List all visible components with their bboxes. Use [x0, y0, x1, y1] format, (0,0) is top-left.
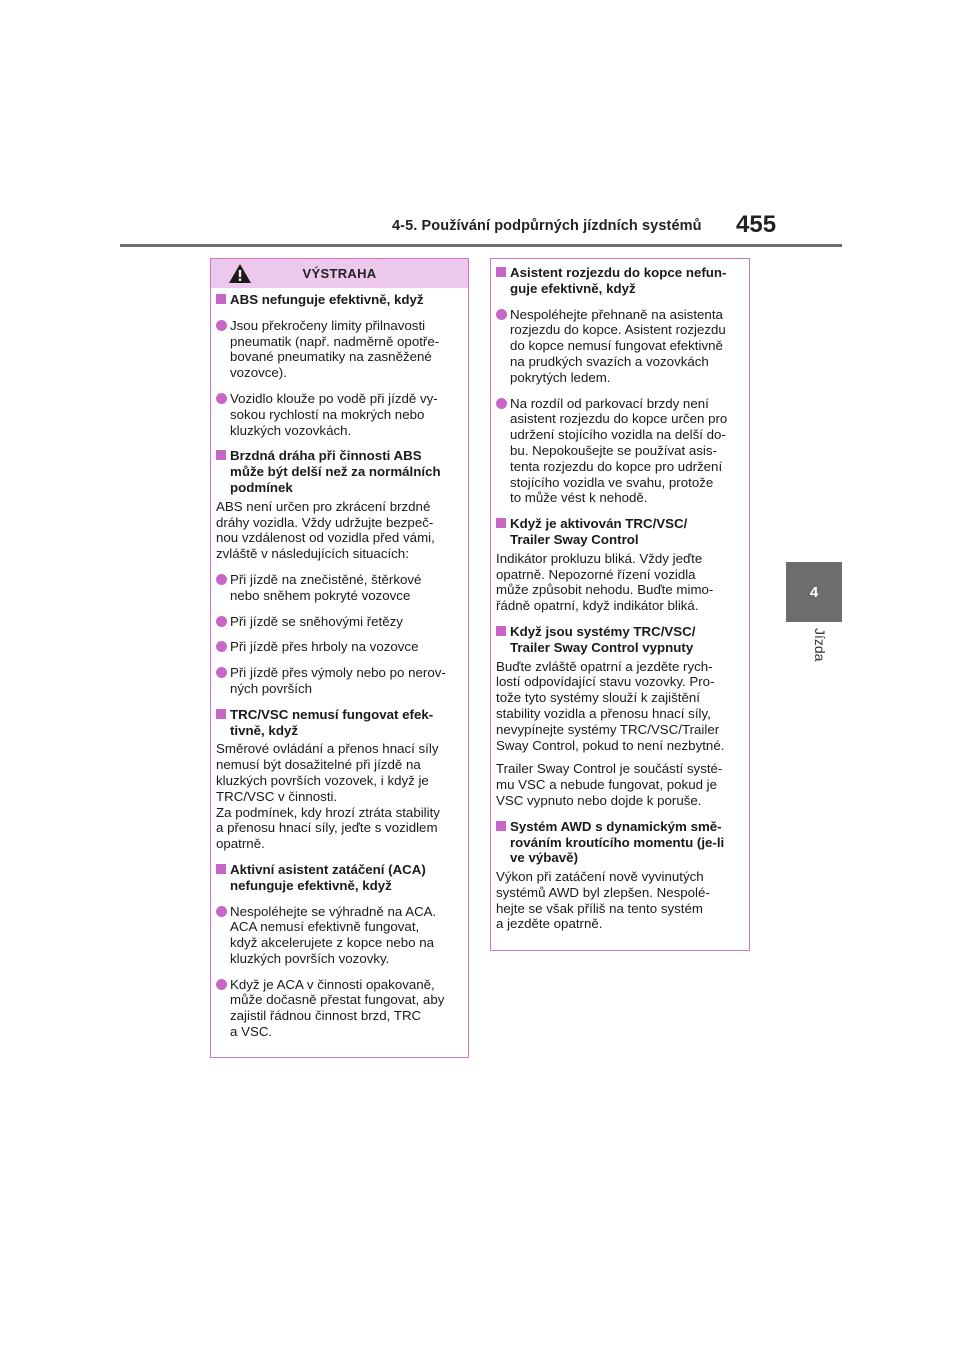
warning-box	[210, 258, 469, 1058]
chapter-tab: 4	[786, 562, 842, 622]
chapter-label: Jízda	[812, 628, 828, 662]
page-number: 455	[736, 211, 777, 238]
round-bullet-icon	[216, 979, 227, 990]
round-bullet-icon	[216, 906, 227, 917]
list-item: Při jízdě na znečistěné, štěrkové nebo sněhem pokryté vozovce	[216, 572, 462, 604]
list-item: Jsou překročeny limity přilnavosti pneumatik (např. nadměrně opotře- bované pneumatiky na zasněžené vozovce).	[216, 318, 462, 381]
square-bullet-icon	[496, 518, 506, 528]
round-bullet-icon	[496, 309, 507, 320]
warning-header	[211, 259, 468, 288]
section-heading: Brzdná dráha při činnosti ABS může být delší než za normálních podmínek	[216, 448, 462, 495]
section-heading: Když jsou systémy TRC/VSC/ Trailer Sway Control vypnuty	[496, 624, 743, 656]
paragraph: Trailer Sway Control je součástí systé- mu VSC a nebude fungovat, pokud je VSC vypnuto nebo dojde k poruše.	[496, 761, 723, 808]
round-bullet-icon	[216, 320, 227, 331]
round-bullet-icon	[216, 616, 227, 627]
round-bullet-icon	[216, 393, 227, 404]
warning-triangle-icon	[228, 263, 252, 284]
square-bullet-icon	[496, 821, 506, 831]
section-heading: Když je aktivován TRC/VSC/ Trailer Sway Control	[496, 516, 743, 548]
square-bullet-icon	[216, 294, 226, 304]
list-item: Když je ACA v činnosti opakovaně, může dočasně přestat fungovat, aby zajistil řádnou činnost brzd, TRC a VSC.	[216, 977, 462, 1040]
square-bullet-icon	[216, 709, 226, 719]
page-header-title: 4-5. Používání podpůrných jízdních systémů	[392, 218, 702, 234]
paragraph: Směrové ovládání a přenos hnací síly nemusí být dosažitelné při jízdě na kluzkých površích vozovek, i když je TRC/VSC v činnosti. Za podmínek, kdy hrozí ztráta stability a přenosu hnací síly, jeďte s vozidlem opatrně.	[216, 741, 440, 852]
section-heading: TRC/VSC nemusí fungovat efek- tivně, když	[216, 707, 462, 739]
square-bullet-icon	[216, 450, 226, 460]
list-item: Při jízdě přes hrboly na vozovce	[216, 639, 462, 655]
paragraph: Indikátor prokluzu bliká. Vždy jeďte opatrně. Nepozorné řízení vozidla může způsobit nehodu. Buďte mimo- řádně opatrní, když indikátor bliká.	[496, 550, 714, 614]
square-bullet-icon	[496, 267, 506, 277]
list-item: Na rozdíl od parkovací brzdy není asistent rozjezdu do kopce určen pro udržení stojícího vozidla na delší do- bu. Nepokoušejte se používat asis- tenta rozjezdu do kopce pro udržení stojícího vozidla ve svahu, protože to může vést k nehodě.	[496, 396, 743, 507]
section-heading: Asistent rozjezdu do kopce nefun- guje efektivně, když	[496, 265, 743, 297]
round-bullet-icon	[496, 398, 507, 409]
list-item: Nespoléhejte se výhradně na ACA. ACA nemusí efektivně fungovat, když akcelerujete z kopce nebo na kluzkých površích vozovky.	[216, 904, 462, 967]
paragraph: Výkon při zatáčení nově vyvinutých systémů AWD byl zlepšen. Nespolé- hejte se však příliš na tento systém a jezděte opatrně.	[496, 869, 710, 932]
list-item: Vozidlo klouže po vodě při jízdě vy- sokou rychlostí na mokrých nebo kluzkých vozovkách.	[216, 391, 462, 438]
section-heading: Systém AWD s dynamickým smě- rováním kroutícího momentu (je-li ve výbavě)	[496, 819, 743, 866]
warning-title: VÝSTRAHA	[302, 265, 377, 281]
section-heading: Aktivní asistent zatáčení (ACA) nefunguje efektivně, když	[216, 862, 462, 894]
round-bullet-icon	[216, 667, 227, 678]
round-bullet-icon	[216, 641, 227, 652]
list-item: Nespoléhejte přehnaně na asistenta rozjezdu do kopce. Asistent rozjezdu do kopce nemusí fungovat efektivně na prudkých svazích a vozovkách pokrytých ledem.	[496, 307, 743, 386]
paragraph: Buďte zvláště opatrní a jezděte rych- lostí odpovídající stavu vozovky. Pro- tože tyto systémy slouží k zajištění stability vozidla a přenosu hnací síly, nevypínejte systémy TRC/VSC/Trailer Sway Control, pokud to není nezbytné.	[496, 658, 725, 753]
round-bullet-icon	[216, 574, 227, 585]
section-heading: ABS nefunguje efektivně, když	[216, 292, 462, 308]
paragraph: ABS není určen pro zkrácení brzdné dráhy vozidla. Vždy udržujte bezpeč- nou vzdálenost od vozidla před vámi, zvláště v následujících situacích:	[216, 498, 435, 562]
list-item: Při jízdě přes výmoly nebo po nerov- ných površích	[216, 665, 462, 697]
square-bullet-icon	[496, 626, 506, 636]
list-item: Při jízdě se sněhovými řetězy	[216, 614, 462, 630]
square-bullet-icon	[216, 864, 226, 874]
warning-box-continued	[490, 258, 750, 951]
header-rule	[120, 244, 842, 247]
